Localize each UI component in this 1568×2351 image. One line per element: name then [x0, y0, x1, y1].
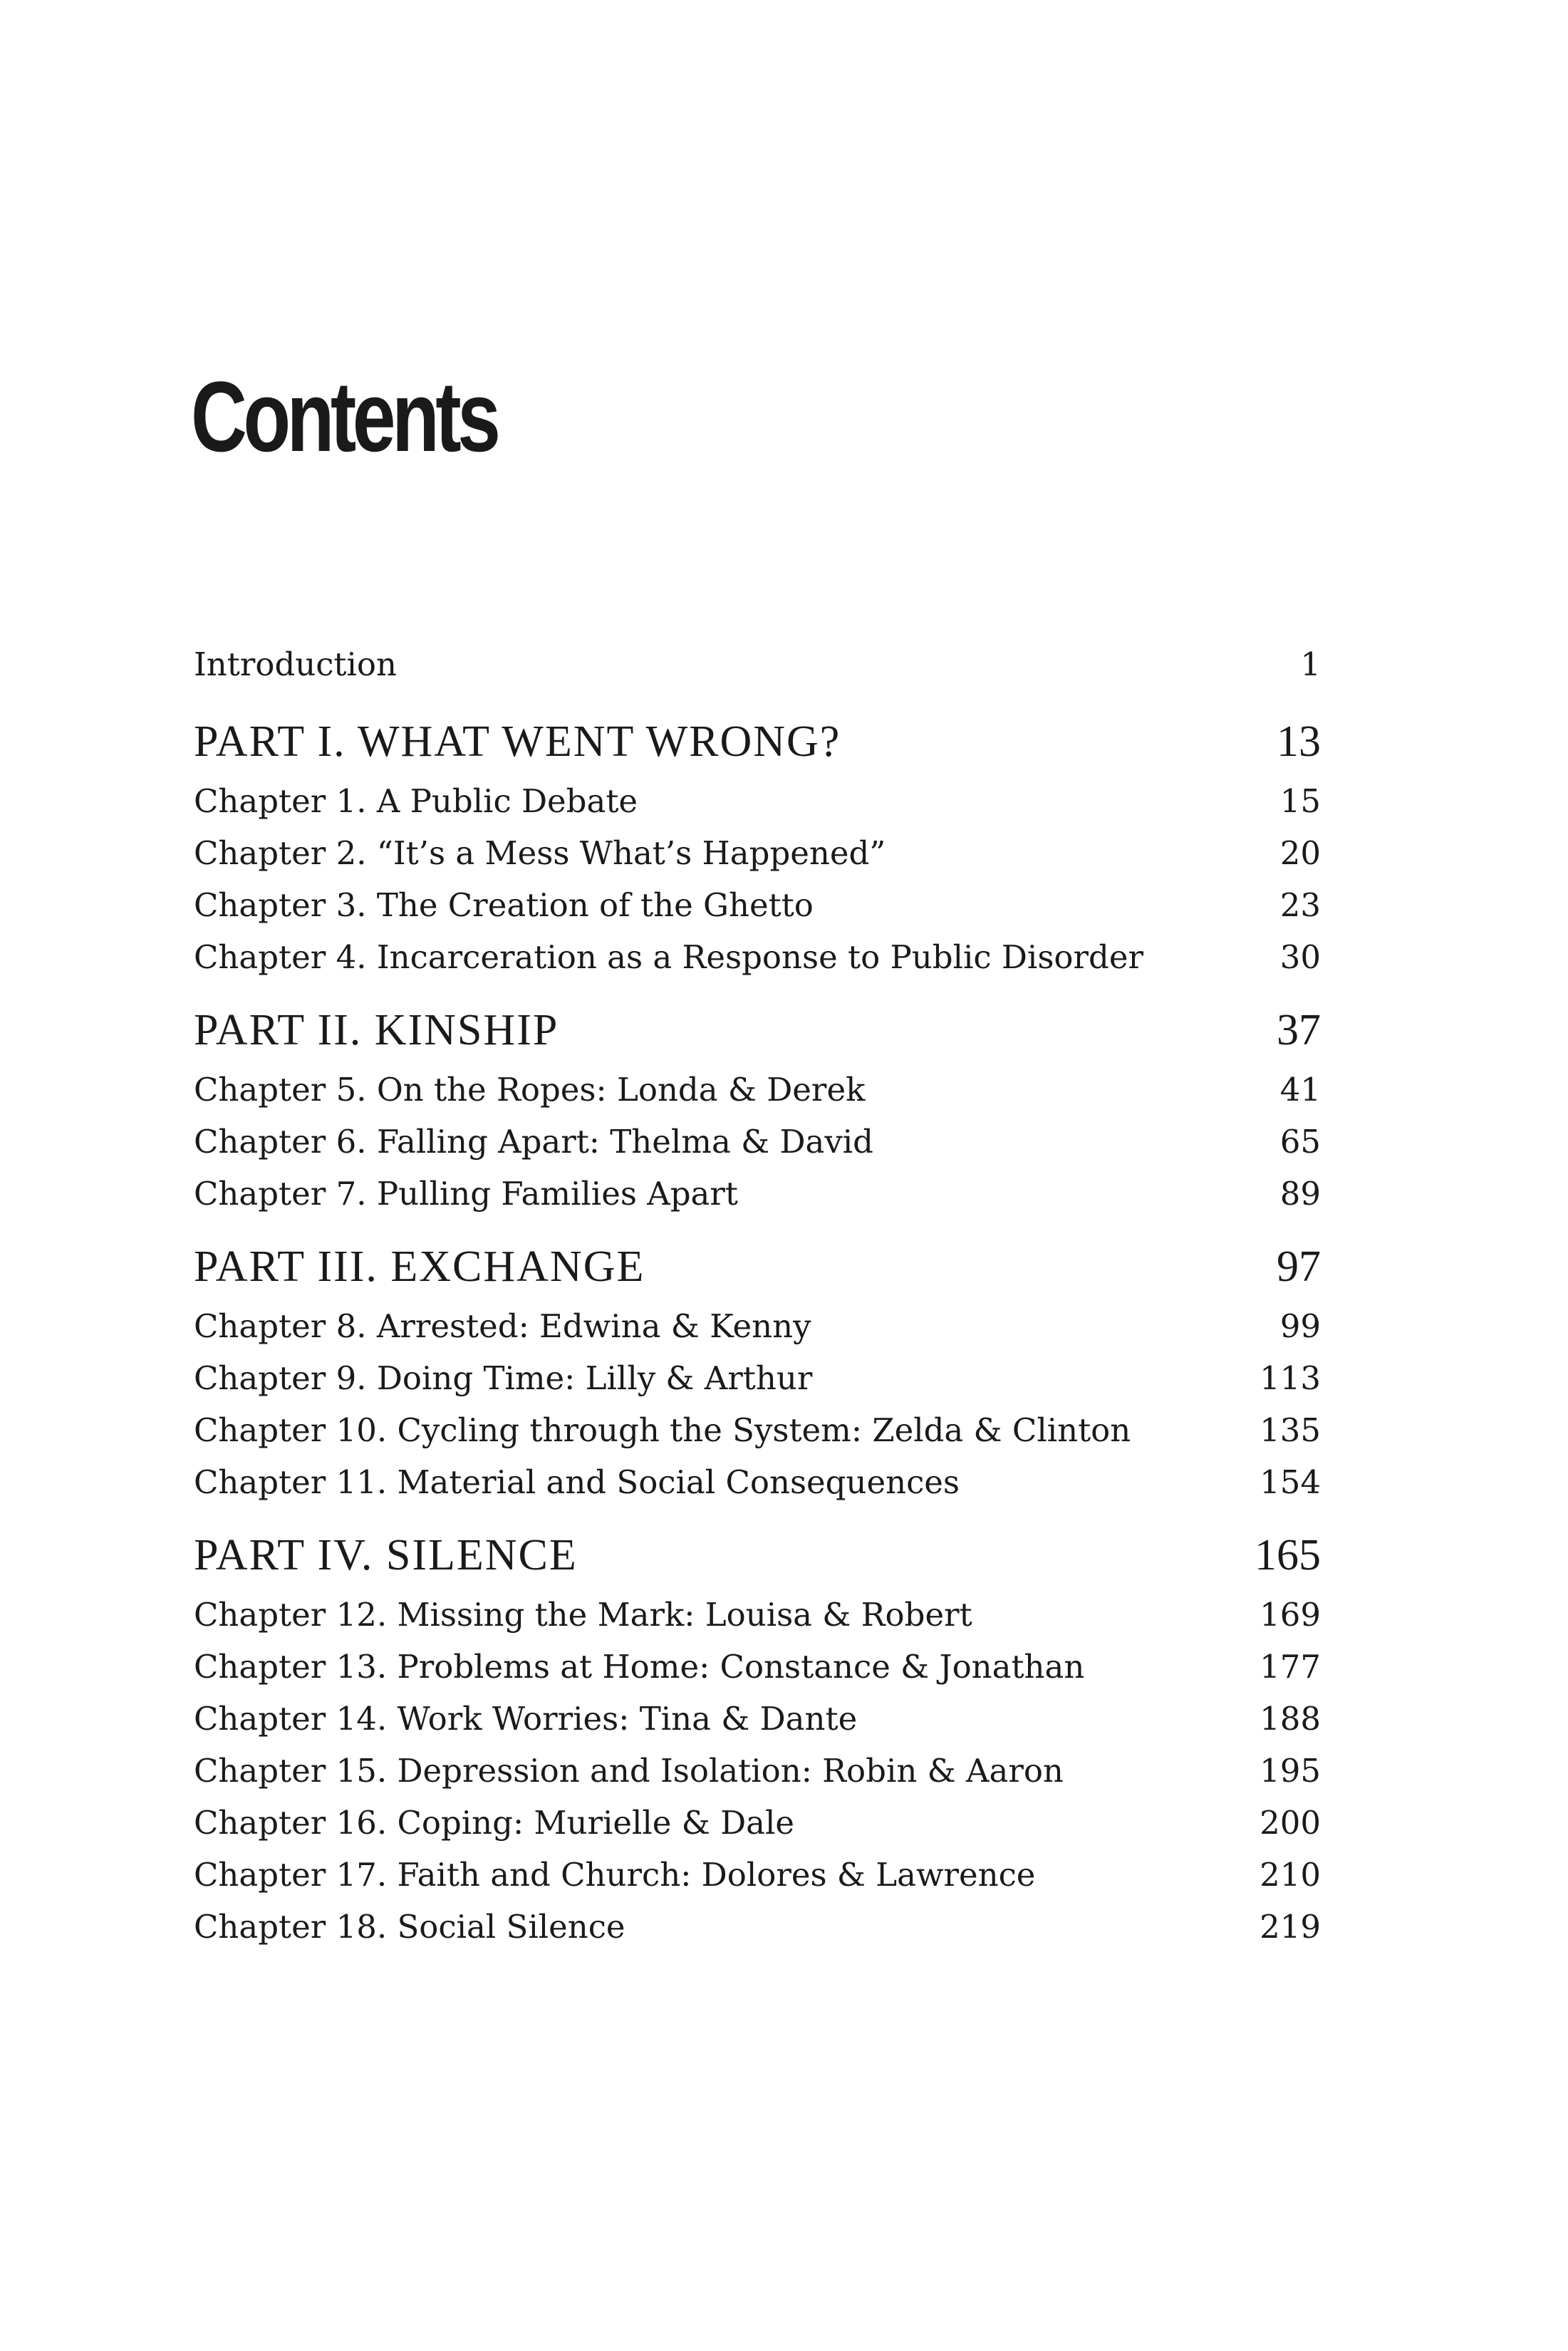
chapter-page: 169 — [1260, 1596, 1321, 1634]
toc-chapter-entry[interactable] — [194, 1797, 1321, 1849]
chapter-page: 135 — [1260, 1411, 1321, 1449]
chapter-page: 65 — [1279, 1123, 1321, 1161]
toc-chapter-entry[interactable] — [194, 1116, 1321, 1168]
chapter-label: Chapter 18. Social Silence — [194, 1908, 625, 1946]
toc-chapter-entry[interactable] — [194, 1901, 1321, 1953]
chapter-page: 188 — [1260, 1700, 1321, 1738]
part-label: PART II. KINSHIP — [194, 1006, 559, 1054]
chapter-label: Chapter 14. Work Worries: Tina & Dante — [194, 1700, 858, 1738]
toc-chapter-entry[interactable] — [194, 1456, 1321, 1508]
part-section — [194, 997, 1321, 1220]
table-of-contents — [194, 634, 1321, 1953]
toc-chapter-entry[interactable] — [194, 1693, 1321, 1745]
chapter-label: Chapter 9. Doing Time: Lilly & Arthur — [194, 1359, 813, 1397]
part-section — [194, 1522, 1321, 1953]
chapter-page: 113 — [1260, 1359, 1321, 1397]
toc-chapter-entry[interactable] — [194, 1849, 1321, 1901]
toc-chapter-entry[interactable] — [194, 1641, 1321, 1693]
part-label: PART I. WHAT WENT WRONG? — [194, 717, 841, 766]
chapter-page: 154 — [1260, 1463, 1321, 1501]
chapter-page: 210 — [1260, 1856, 1321, 1894]
chapter-page: 99 — [1279, 1307, 1321, 1345]
chapter-label: Chapter 2. “It’s a Mess What’s Happened” — [194, 834, 886, 872]
chapter-label: Chapter 11. Material and Social Consequences — [194, 1463, 960, 1501]
toc-chapter-entry[interactable] — [194, 827, 1321, 879]
toc-chapter-entry[interactable] — [194, 1300, 1321, 1352]
chapter-label: Chapter 1. A Public Debate — [194, 782, 638, 820]
chapter-label: Chapter 6. Falling Apart: Thelma & David — [194, 1123, 873, 1161]
chapter-page: 195 — [1260, 1752, 1321, 1790]
chapter-label: Chapter 4. Incarceration as a Response to Public Disorder — [194, 938, 1143, 976]
chapter-page: 15 — [1279, 782, 1321, 820]
chapter-page: 20 — [1279, 834, 1321, 872]
part-page: 97 — [1277, 1242, 1321, 1291]
entry-page: 1 — [1300, 645, 1321, 683]
toc-part-heading[interactable] — [194, 1522, 1321, 1589]
part-label: PART IV. SILENCE — [194, 1531, 578, 1579]
toc-entry-introduction[interactable] — [194, 634, 1321, 695]
entry-label: Introduction — [194, 645, 397, 683]
chapter-label: Chapter 5. On the Ropes: Londa & Derek — [194, 1071, 866, 1109]
chapter-label: Chapter 16. Coping: Murielle & Dale — [194, 1804, 795, 1842]
chapter-label: Chapter 12. Missing the Mark: Louisa & Robert — [194, 1596, 972, 1634]
part-label: PART III. EXCHANGE — [194, 1242, 645, 1291]
chapter-label: Chapter 15. Depression and Isolation: Robin & Aaron — [194, 1752, 1064, 1790]
parts-list — [194, 709, 1321, 1953]
part-section — [194, 709, 1321, 983]
chapter-label: Chapter 10. Cycling through the System: Zelda & Clinton — [194, 1411, 1131, 1449]
toc-chapter-entry[interactable] — [194, 1352, 1321, 1404]
toc-chapter-entry[interactable] — [194, 879, 1321, 931]
page-title: Contents — [191, 360, 497, 472]
toc-chapter-entry[interactable] — [194, 1064, 1321, 1116]
chapter-page: 200 — [1260, 1804, 1321, 1842]
toc-chapter-entry[interactable] — [194, 775, 1321, 827]
chapter-label: Chapter 17. Faith and Church: Dolores & Lawrence — [194, 1856, 1036, 1894]
toc-part-heading[interactable] — [194, 709, 1321, 775]
toc-chapter-entry[interactable] — [194, 1168, 1321, 1220]
chapter-page: 177 — [1260, 1648, 1321, 1686]
toc-chapter-entry[interactable] — [194, 1589, 1321, 1641]
part-page: 37 — [1277, 1006, 1321, 1054]
part-page: 13 — [1277, 717, 1321, 766]
toc-chapter-entry[interactable] — [194, 931, 1321, 983]
chapter-page: 219 — [1260, 1908, 1321, 1946]
chapter-page: 89 — [1279, 1175, 1321, 1213]
part-section — [194, 1234, 1321, 1508]
chapter-page: 23 — [1279, 886, 1321, 924]
chapter-label: Chapter 7. Pulling Families Apart — [194, 1175, 738, 1213]
toc-part-heading[interactable] — [194, 997, 1321, 1064]
toc-chapter-entry[interactable] — [194, 1404, 1321, 1456]
toc-part-heading[interactable] — [194, 1234, 1321, 1300]
chapter-page: 30 — [1279, 938, 1321, 976]
chapter-label: Chapter 3. The Creation of the Ghetto — [194, 886, 814, 924]
toc-chapter-entry[interactable] — [194, 1745, 1321, 1797]
chapter-page: 41 — [1279, 1071, 1321, 1109]
chapter-label: Chapter 8. Arrested: Edwina & Kenny — [194, 1307, 811, 1345]
part-page: 165 — [1255, 1531, 1321, 1579]
chapter-label: Chapter 13. Problems at Home: Constance & Jonathan — [194, 1648, 1085, 1686]
